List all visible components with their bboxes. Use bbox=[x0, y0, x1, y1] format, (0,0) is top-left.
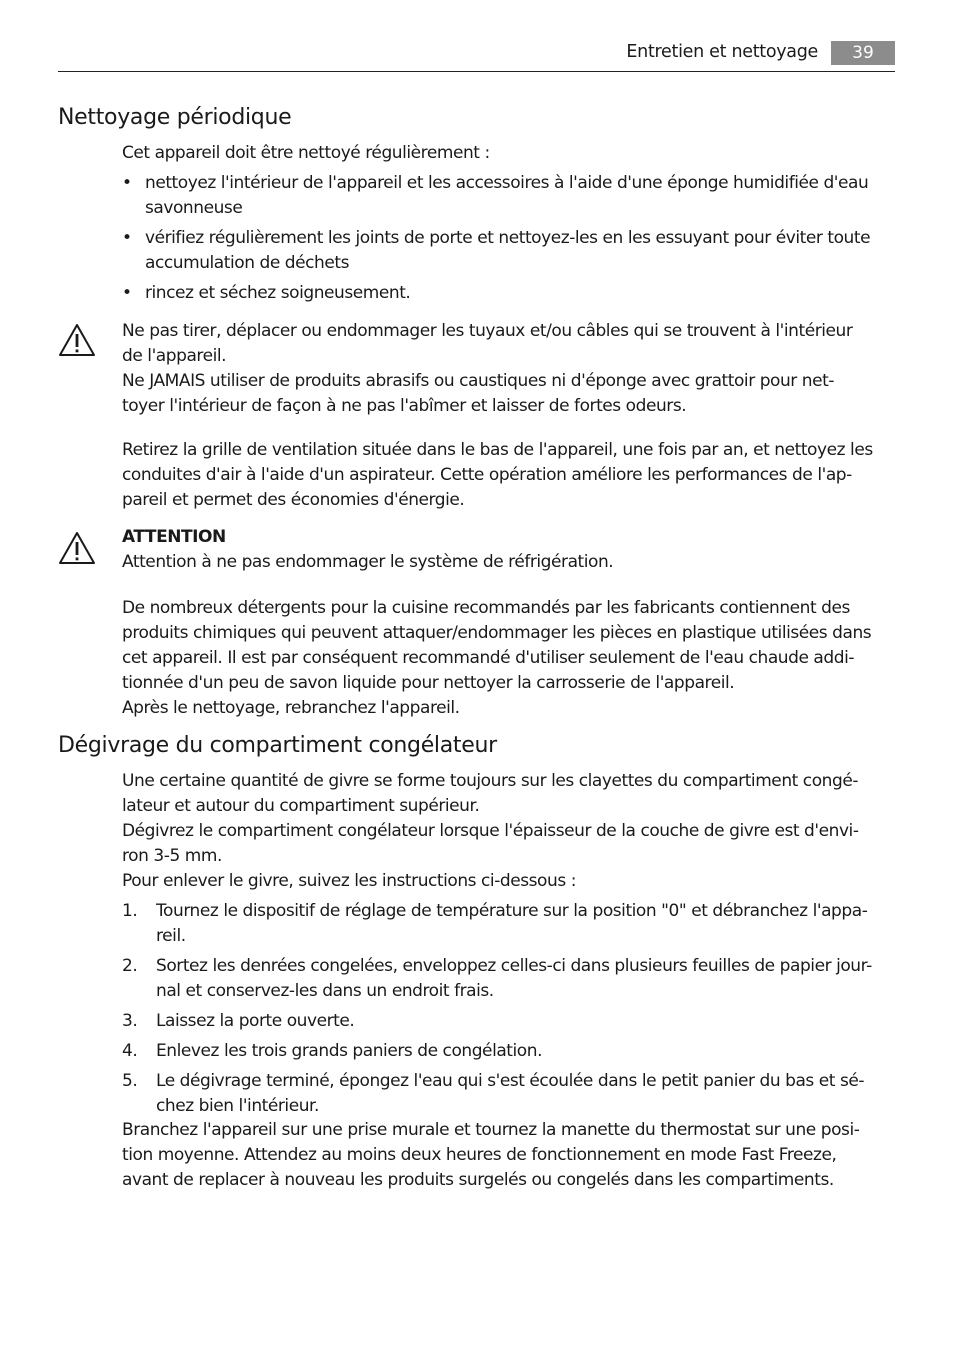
paragraph-grille-ventilation: Retirez la grille de ventilation située dans le bas de l'appareil, une fois par an, et nettoyez les conduites d'air à l'aide d'un aspirateur. Cette opération améliore les performances de l'ap- pareil et permet des économies d'énergie. bbox=[122, 440, 873, 510]
step-number: 2. bbox=[122, 956, 138, 976]
intro-text: Cet appareil doit être nettoyé régulièrement : bbox=[122, 143, 490, 163]
paragraph-degivrage-intro: Une certaine quantité de givre se forme toujours sur les clayettes du compartiment congé- lateur et autour du compartiment supérieur. Dégivrez le compartiment congélateur lorsque l'épaisseur de la couche de givre est d'envi- ron 3-5 mm. Pour enlever le givre, suivez les instructions ci-dessous : bbox=[122, 771, 859, 891]
bullet-mark: • bbox=[122, 228, 132, 248]
step-number: 3. bbox=[122, 1011, 138, 1031]
step-number: 5. bbox=[122, 1071, 138, 1091]
section-title-degivrage: Dégivrage du compartiment congélateur bbox=[58, 733, 497, 758]
step-number: 1. bbox=[122, 901, 138, 921]
bullet-line: accumulation de déchets bbox=[145, 253, 349, 273]
bullet-line: nettoyez l'intérieur de l'appareil et les accessoires à l'aide d'une éponge humidifiée d'eau bbox=[145, 173, 869, 193]
step-number: 4. bbox=[122, 1041, 138, 1061]
bullet-item bbox=[122, 281, 902, 306]
bullet-mark: • bbox=[122, 283, 132, 303]
attention-block bbox=[122, 525, 902, 575]
attention-text: Attention à ne pas endommager le système de réfrigération. bbox=[122, 552, 614, 572]
header-title: Entretien et nettoyage bbox=[626, 42, 818, 62]
warning-icon bbox=[58, 531, 96, 565]
paragraph-closing: Branchez l'appareil sur une prise murale et tournez la manette du thermostat sur une posi- tion moyenne. Attendez au moins deux heures de fonctionnement en mode Fast Freeze, avant de replacer à nouveau les produits surgelés ou congelés dans les compartiments. bbox=[122, 1120, 860, 1190]
bullet-line: rincez et séchez soigneusement. bbox=[145, 283, 411, 303]
bullet-item bbox=[122, 226, 902, 276]
step-item: 4. Enlevez les trois grands paniers de congélation. bbox=[122, 1039, 902, 1064]
step-item: 5. Le dégivrage terminé, épongez l'eau qui s'est écoulée dans le petit panier du bas et sé- chez bien l'intérieur. bbox=[122, 1071, 865, 1116]
bullet-line: vérifiez régulièrement les joints de porte et nettoyez-les en les essuyant pour éviter toute bbox=[145, 228, 871, 248]
step-item: 3. Laissez la porte ouverte. bbox=[122, 1009, 902, 1034]
bullet-item bbox=[122, 171, 902, 221]
step-item: 2. Sortez les denrées congelées, enveloppez celles-ci dans plusieurs feuilles de papier jour- nal et conservez-les dans un endroit frais. bbox=[122, 956, 872, 1001]
warning-text-cables: Ne pas tirer, déplacer ou endommager les tuyaux et/ou câbles qui se trouvent à l'intérieur de l'appareil. Ne JAMAIS utiliser de produits abrasifs ou caustiques ni d'éponge avec grattoir pour net- toyer l'intérieur de façon à ne pas l'abîmer et laisser de fortes odeurs. bbox=[122, 321, 853, 416]
page-header bbox=[58, 40, 895, 72]
attention-label: ATTENTION bbox=[122, 527, 226, 547]
step-item: 1. Tournez le dispositif de réglage de température sur la position "0" et débranchez l'appa- reil. bbox=[122, 901, 868, 946]
warning-icon bbox=[58, 323, 96, 357]
bullet-line: savonneuse bbox=[145, 198, 243, 218]
bullet-mark: • bbox=[122, 173, 132, 193]
page-number: 39 bbox=[831, 41, 895, 65]
section-title-nettoyage: Nettoyage périodique bbox=[58, 105, 292, 130]
paragraph-detergents: De nombreux détergents pour la cuisine recommandés par les fabricants contiennent des produits chimiques qui peuvent attaquer/endommager les pièces en plastique utilisées dans cet appareil. Il est par conséquent recommandé d'utiliser seulement de l'eau chaude addi- tionnée d'un peu de savon liquide pour nettoyer la carrosserie de l'appareil. Après le nettoyage, rebranchez l'appareil. bbox=[122, 598, 872, 718]
